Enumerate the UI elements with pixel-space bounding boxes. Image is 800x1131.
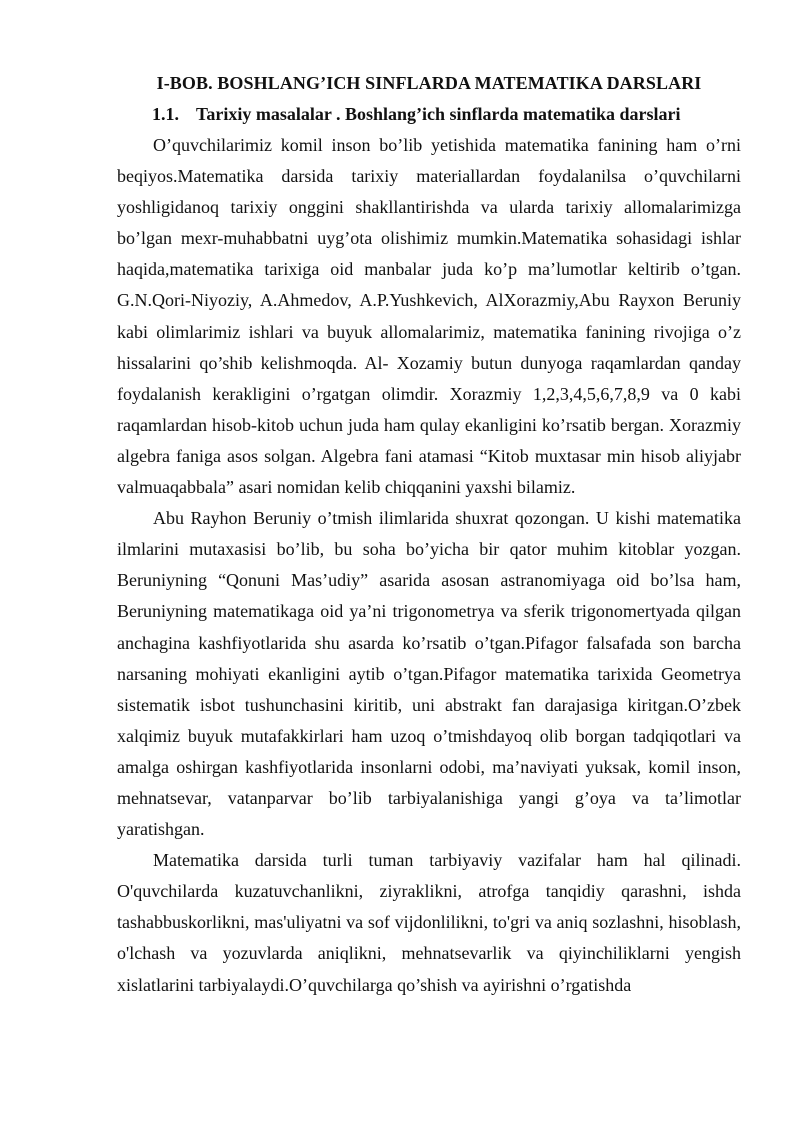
chapter-title: I-BOB. BOSHLANG’ICH SINFLARDA MATEMATIKA DARSLARI: [156, 73, 702, 93]
paragraph: O’quvchilarimiz komil inson bo’lib yetishida matematika fanining ham o’rni beqiyos.Matematika darsida tarixiy materiallardan foydalanilsa o’quvchilarni yoshligidanoq tarixiy onggini shakllantirishda va ularda tarixiy allomalarimizga bo’lgan mexr-muhabbatni uyg’ota olishimiz mumkin.Matematika sohasidagi ishlar haqida,matematika tarixiga oid manbalar juda ko’p ma’lumotlar keltirib o’tgan. G.N.Qori-Niyoziy, A.Ahmedov, A.P.Yushkevich, AlXorazmiy,Abu Rayxon Beruniy kabi olimlarimiz ishlari va buyuk allomalarimiz, matematika fanining rivojiga o’z hissalarini qo’shib kelishmoqda. Al- Xozamiy butun dunyoga raqamlardan qanday foydalanish kerakligini o’rgatgan olimdir. Xorazmiy 1,2,3,4,5,6,7,8,9 va 0 kabi raqamlardan hisob-kitob uchun juda ham qulay ekanligini ko’rsatib bergan. Xorazmiy algebra faniga asos solgan. Algebra fani atamasi “Kitob muxtasar min hisob aliyjabr valmuaqabbala” asari nomidan kelib chiqqanini yaxshi bilamiz.: [117, 135, 741, 498]
page-content: [117, 68, 741, 1001]
section-number: 1.1.: [152, 104, 179, 124]
section-title: Tarixiy masalalar . Boshlang’ich sinflarda matematika darslari: [196, 104, 681, 124]
paragraph: Abu Rayhon Beruniy o’tmish ilimlarida shuxrat qozongan. U kishi matematika ilmlarini mutaxasisi bo’lib, bu soha bo’yicha bir qator muhim kitoblar yozgan. Beruniyning “Qonuni Mas’udiy” asarida asosan astranomiyaga oid bo’lsa ham, Beruniyning matematikaga oid ya’ni trigonometrya va sferik trigonomertyada qilgan anchagina kashfiyotlarida shu asarda ko’rsatib o’tgan.Pifagor falsafada son barcha narsaning mohiyati ekanligini aytib o’tgan.Pifagor matematika tarixida Geometrya sistematik isbot tushunchasini kiritib, uni abstrakt fan darajasiga kiritgan.O’zbek xalqimiz buyuk mutafakkirlari ham uzoq o’tmishdayoq olib borgan tadqiqotlari va amalga oshirgan kashfiyotlarida insonlarni odobi, ma’naviyati yuksak, komil inson, mehnatsevar, vatanparvar bo’lib tarbiyalanishiga yangi g’oya va ta’limotlar yaratishgan.: [117, 508, 741, 840]
section-heading: [117, 99, 741, 130]
paragraph: Matematika darsida turli tuman tarbiyaviy vazifalar ham hal qilinadi. O'quvchilarda kuzatuvchanlikni, ziyraklikni, atrofga tanqidiy qarashni, ishda tashabbuskorlikni, mas'uliyatni va sof vijdonlilikni, to'gri va aniq sozlashni, hisoblash, o'lchash va yozuvlarda aniqlikni, mehnatsevarlik va qiyinchiliklarni yengish xislatlarini tarbiyalaydi.O’quvchilarga qo’shish va ayirishni o’rgatishda: [117, 850, 741, 995]
